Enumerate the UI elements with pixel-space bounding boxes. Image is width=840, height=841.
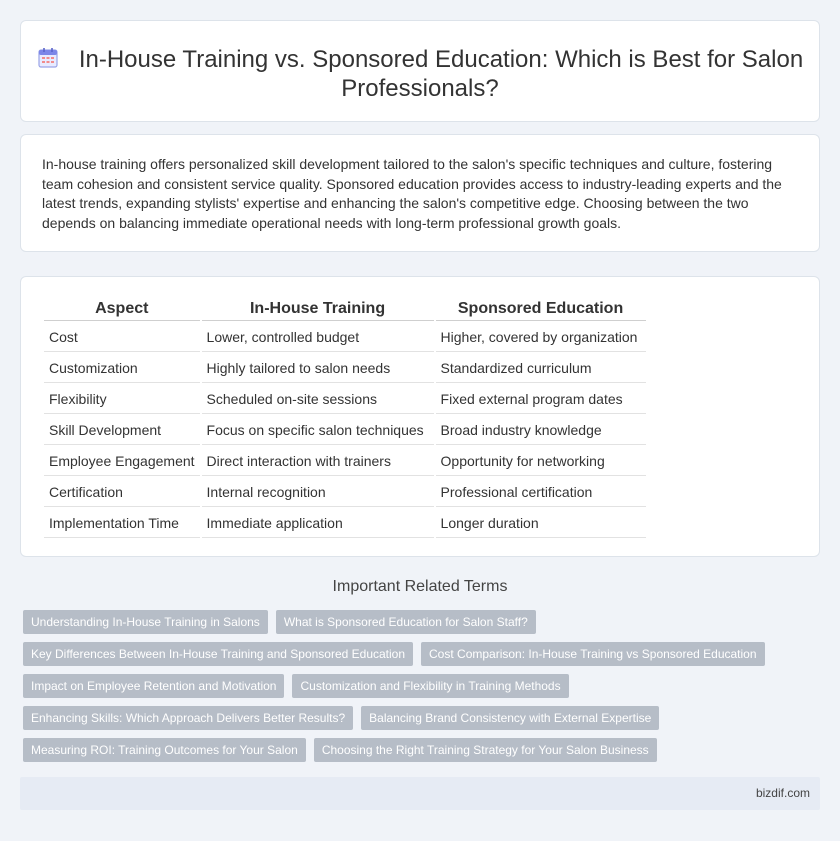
page-title-text: In-House Training vs. Sponsored Education: Which is Best for Salon Professionals? xyxy=(78,46,804,102)
related-tags-row xyxy=(23,706,659,730)
comparison-table-card xyxy=(20,276,820,557)
table-row xyxy=(44,385,646,414)
header-aspect: Aspect xyxy=(44,299,200,321)
related-tag[interactable]: Customization and Flexibility in Training Methods xyxy=(292,674,568,698)
table-cell: Skill Development xyxy=(44,416,200,445)
table-row xyxy=(44,509,646,538)
table-row xyxy=(44,478,646,507)
table-cell: Longer duration xyxy=(436,509,646,538)
intro-card xyxy=(20,134,820,252)
related-tag[interactable]: What is Sponsored Education for Salon Staff? xyxy=(276,610,536,634)
table-cell: Immediate application xyxy=(202,509,434,538)
table-cell: Internal recognition xyxy=(202,478,434,507)
related-tag[interactable]: Choosing the Right Training Strategy for Your Salon Business xyxy=(314,738,657,762)
header-in-house: In-House Training xyxy=(202,299,434,321)
header-sponsored: Sponsored Education xyxy=(436,299,646,321)
related-tag[interactable]: Impact on Employee Retention and Motivation xyxy=(23,674,284,698)
table-header-row xyxy=(44,299,646,321)
table-cell: Cost xyxy=(44,323,200,352)
table-cell: Professional certification xyxy=(436,478,646,507)
related-tag[interactable]: Balancing Brand Consistency with External Expertise xyxy=(361,706,659,730)
table-cell: Higher, covered by organization xyxy=(436,323,646,352)
table-row xyxy=(44,323,646,352)
table-cell: Broad industry knowledge xyxy=(436,416,646,445)
intro-paragraph: In-house training offers personalized skill development tailored to the salon's specific techniques and culture, fostering team cohesion and consistent service quality. Sponsored education provides access to industry-leading experts and the latest trends, expanding stylists' expertise and enhancing the salon's competitive edge. Choosing between the two depends on balancing immediate operational needs with long-term professional growth goals. xyxy=(42,156,782,231)
related-tag[interactable]: Measuring ROI: Training Outcomes for Your Salon xyxy=(23,738,306,762)
related-tags-row xyxy=(23,642,765,666)
related-terms-title: Important Related Terms xyxy=(332,578,508,595)
footer-site-link[interactable]: bizdif.com xyxy=(755,786,810,800)
page-title xyxy=(21,45,819,103)
footer xyxy=(20,777,820,810)
table-cell: Implementation Time xyxy=(44,509,200,538)
table-cell: Lower, controlled budget xyxy=(202,323,434,352)
table-cell: Employee Engagement xyxy=(44,447,200,476)
related-tag[interactable]: Understanding In-House Training in Salons xyxy=(23,610,268,634)
comparison-table xyxy=(42,297,648,540)
related-tags-row xyxy=(23,738,657,762)
table-cell: Standardized curriculum xyxy=(436,354,646,383)
table-cell: Opportunity for networking xyxy=(436,447,646,476)
related-tags-row xyxy=(23,610,536,634)
table-row xyxy=(44,354,646,383)
related-tags-row xyxy=(23,674,569,698)
table-cell: Scheduled on-site sessions xyxy=(202,385,434,414)
table-row xyxy=(44,416,646,445)
related-tag[interactable]: Cost Comparison: In-House Training vs Sponsored Education xyxy=(421,642,765,666)
table-cell: Certification xyxy=(44,478,200,507)
table-cell: Customization xyxy=(44,354,200,383)
title-card xyxy=(20,20,820,122)
calendar-icon xyxy=(37,47,59,69)
table-cell: Flexibility xyxy=(44,385,200,414)
related-tag[interactable]: Enhancing Skills: Which Approach Delivers Better Results? xyxy=(23,706,353,730)
table-cell: Fixed external program dates xyxy=(436,385,646,414)
table-cell: Direct interaction with trainers xyxy=(202,447,434,476)
table-cell: Focus on specific salon techniques xyxy=(202,416,434,445)
table-cell: Highly tailored to salon needs xyxy=(202,354,434,383)
table-row xyxy=(44,447,646,476)
related-tag[interactable]: Key Differences Between In-House Training and Sponsored Education xyxy=(23,642,413,666)
